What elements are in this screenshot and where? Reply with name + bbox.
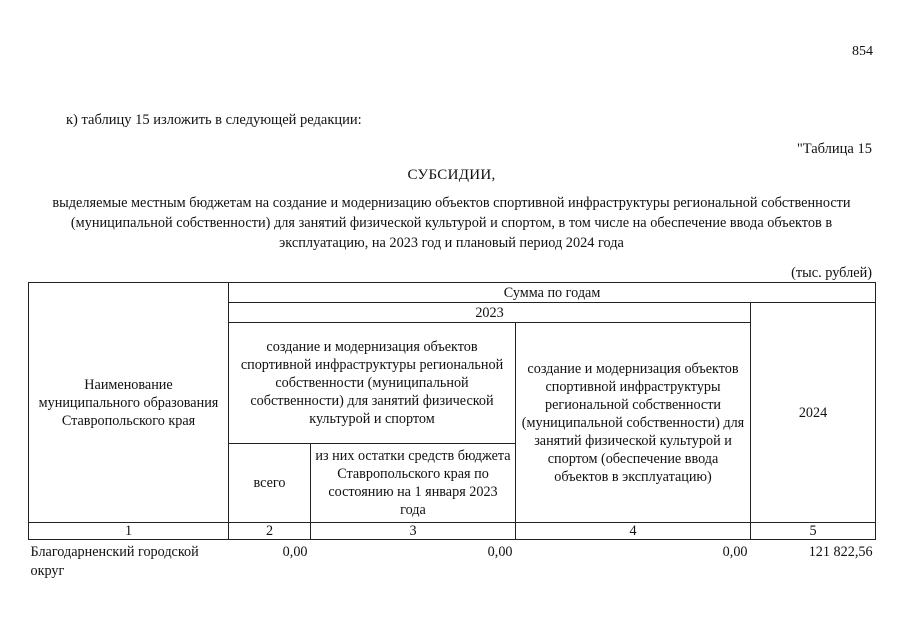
header-creation-modernization: создание и модернизация объектов спортивной инфраструктуры региональной собственности (муниципальной собственности) для занятий физической культурой и спортом — [229, 323, 516, 444]
column-number: 4 — [516, 523, 751, 540]
header-commissioning: создание и модернизация объектов спортивной инфраструктуры региональной собственности (муниципальной собственности) для занятий физической культурой и спортом (обеспечение ввода объектов в эксплуатацию) — [516, 323, 751, 523]
instruction-text: к) таблицу 15 изложить в следующей редакции: — [66, 112, 362, 128]
header-year-2023: 2023 — [229, 303, 751, 323]
column-number: 2 — [229, 523, 311, 540]
column-number-row — [29, 523, 876, 540]
column-number: 1 — [29, 523, 229, 540]
total-value: 0,00 — [282, 544, 308, 560]
header-budget-remainder: из них остатки средств бюджета Ставропольского края по состоянию на 1 января 2023 года — [311, 444, 516, 523]
table-label: "Таблица 15 — [796, 141, 872, 157]
table-row — [29, 540, 876, 582]
year-2024-value: 121 822,56 — [808, 544, 873, 560]
commissioning-value: 0,00 — [722, 544, 748, 560]
column-number: 5 — [751, 523, 876, 540]
document-title: СУБСИДИИ, — [407, 167, 496, 183]
units-label: (тыс. рублей) — [791, 265, 872, 281]
subsidy-table — [28, 282, 876, 581]
page-number: 854 — [852, 44, 873, 59]
remainder-value: 0,00 — [487, 544, 513, 560]
header-municipality-name: Наименование муниципального образования Ставропольского края — [29, 283, 229, 523]
municipality-name: Благодарненский городской округ — [30, 544, 199, 579]
header-total: всего — [229, 444, 311, 523]
document-subtitle: выделяемые местным бюджетам на создание и модернизацию объектов спортивной инфраструктуры региональной собственности (муниципальной собственности) для занятий физической культурой и спортом, в том числе на обеспечение ввода объектов в эксплуатацию, на 2023 год и плановый период 2024 года — [52, 195, 851, 251]
header-sum-by-years: Сумма по годам — [229, 283, 876, 303]
header-year-2024: 2024 — [751, 303, 876, 523]
column-number: 3 — [311, 523, 516, 540]
